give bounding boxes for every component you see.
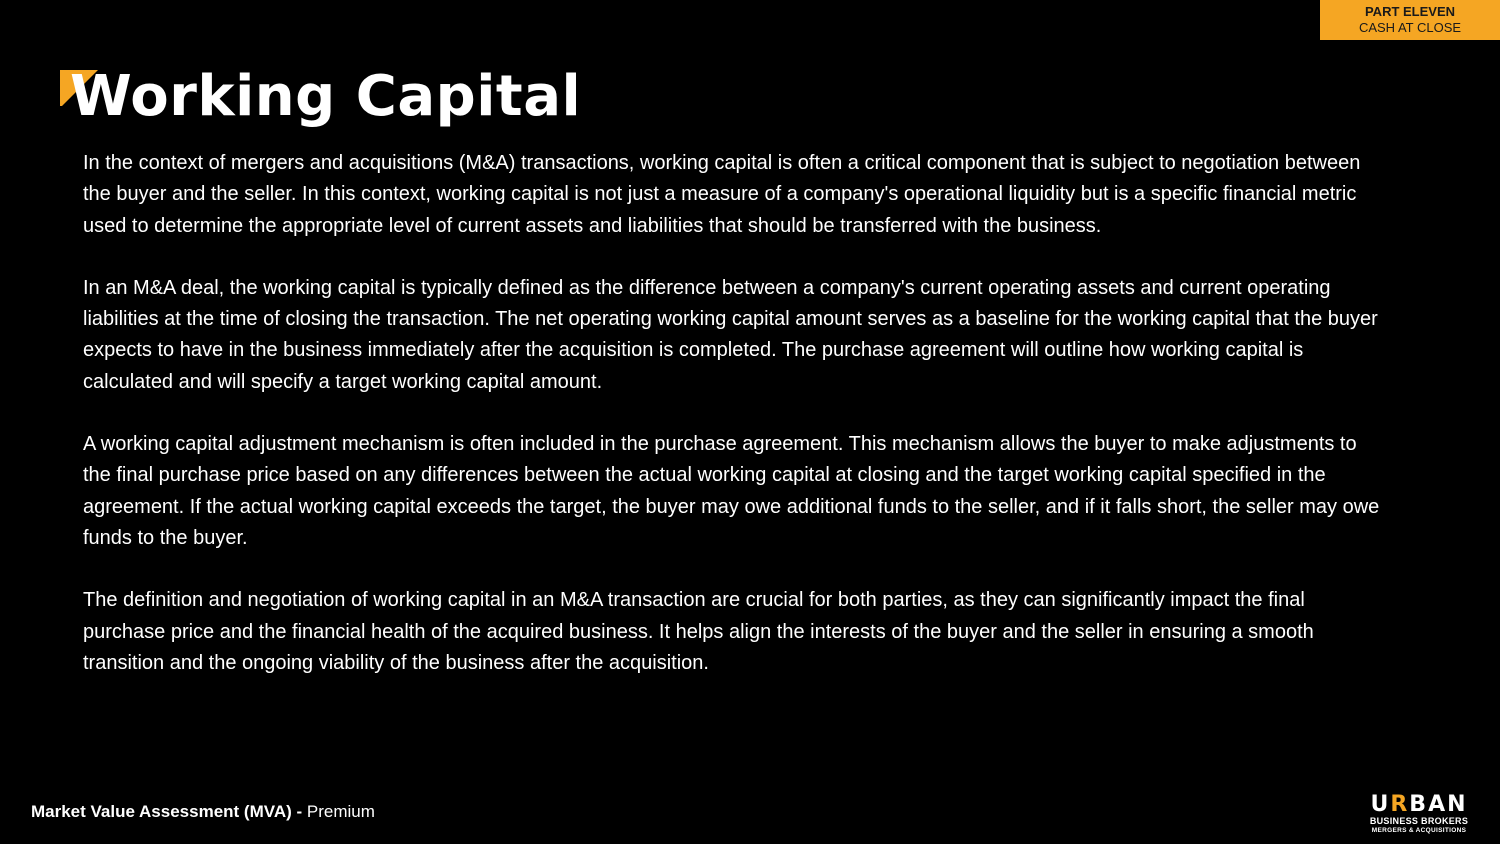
body-text	[83, 148, 1383, 710]
footer-label-regular: Premium	[306, 802, 375, 821]
footer-label-bold: Market Value Assessment (MVA) -	[31, 802, 303, 821]
paragraph-3: A working capital adjustment mechanism is often included in the purchase agreement. This mechanism allows the buyer to make adjustments to the final purchase price based on any differences between the actual working capital at closing and the target working capital specified in the agreement. If the actual working capital exceeds the target, the buyer may owe additional funds to the seller, and if it falls short, the seller may owe funds to the buyer.	[83, 433, 1380, 549]
logo-word-accent: R	[1390, 792, 1410, 817]
part-badge	[1320, 0, 1500, 40]
page-title: Working Capital	[70, 64, 582, 129]
logo-wordmark	[1364, 794, 1474, 816]
logo-tagline-2: MERGERS & ACQUISITIONS	[1371, 827, 1467, 834]
company-logo	[1364, 794, 1474, 834]
part-label: PART ELEVEN	[1364, 4, 1456, 19]
footer-label	[31, 800, 375, 824]
section-label: CASH AT CLOSE	[1358, 20, 1462, 35]
logo-word-end: BAN	[1409, 792, 1468, 817]
paragraph-4: The definition and negotiation of working capital in an M&A transaction are crucial for both parties, as they can significantly impact the final purchase price and the financial health of the acquired business. It helps align the interests of the buyer and the seller in ensuring a smooth transition and the ongoing viability of the business after the acquisition.	[83, 589, 1314, 674]
paragraph-1: In the context of mergers and acquisitions (M&A) transactions, working capital is often a critical component that is subject to negotiation between the buyer and the seller. In this context, working capital is not just a measure of a company's operational liquidity but is a specific financial metric used to determine the appropriate level of current assets and liabilities that should be transferred with the business.	[83, 152, 1361, 237]
logo-word-start: U	[1370, 792, 1391, 817]
logo-tagline-1: BUSINESS BROKERS	[1369, 816, 1469, 826]
paragraph-2: In an M&A deal, the working capital is typically defined as the difference between a company's current operating assets and current operating liabilities at the time of closing the transaction. The net operating working capital amount serves as a baseline for the working capital that the buyer expects to have in the business immediately after the acquisition is completed. The purchase agreement will outline how working capital is calculated and will specify a target working capital amount.	[83, 276, 1378, 393]
